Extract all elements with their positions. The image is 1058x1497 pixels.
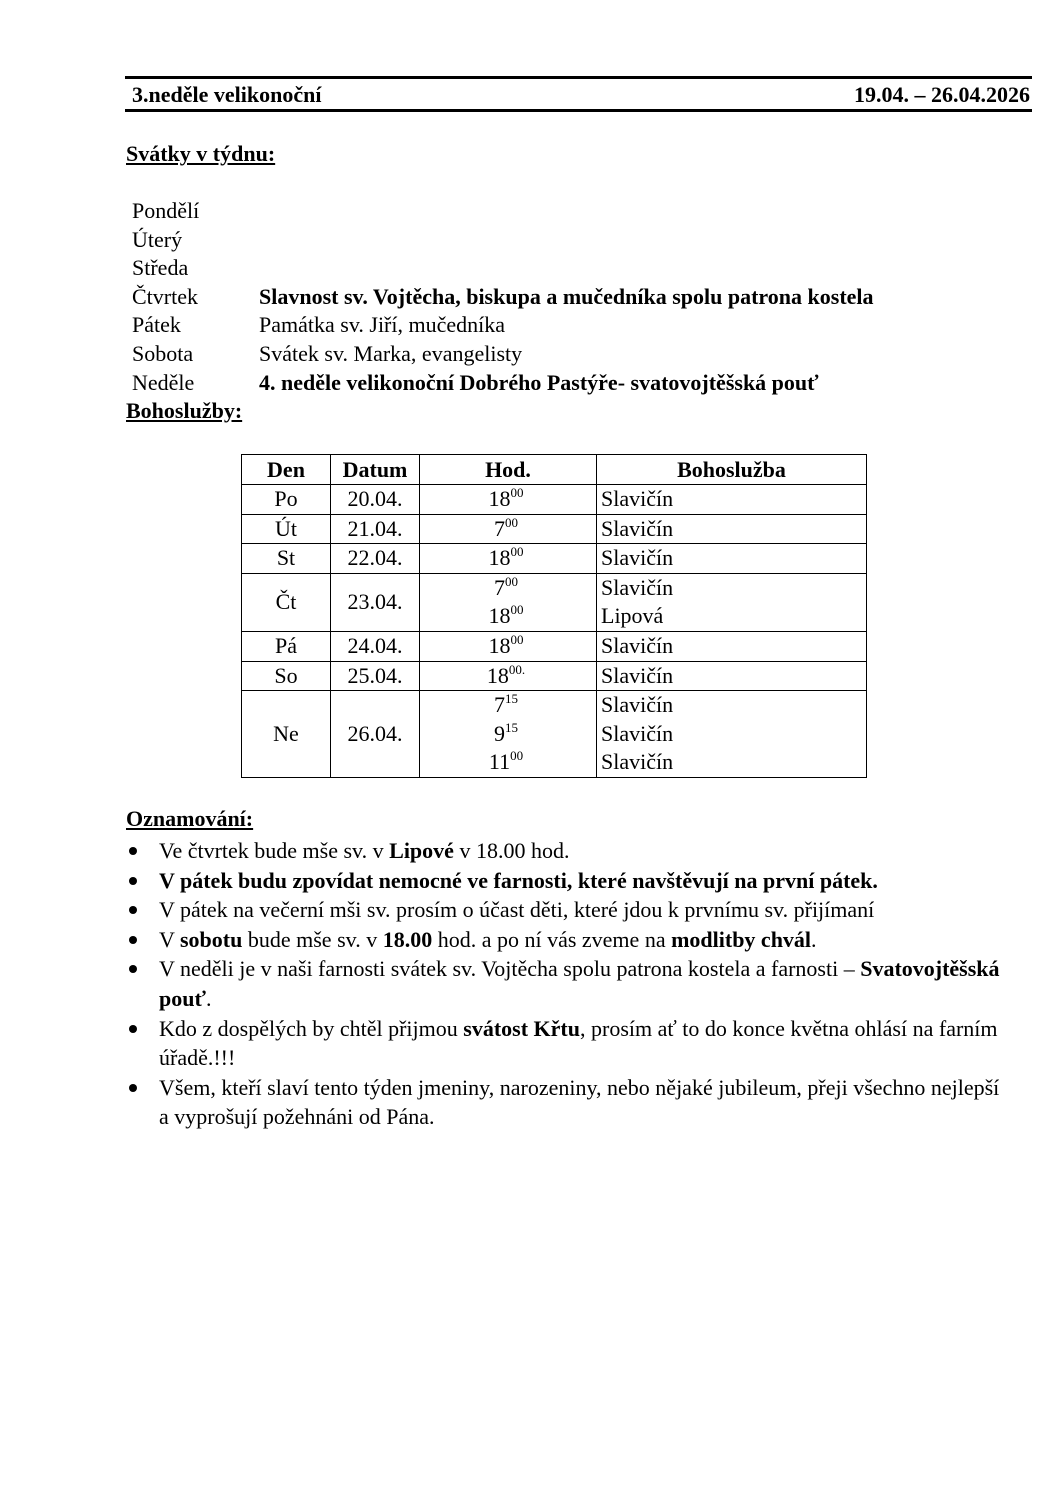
cell-time (420, 631, 597, 661)
time-minutes: 15 (505, 691, 518, 707)
table-row (242, 544, 867, 574)
time-hour: 18 (486, 662, 509, 688)
cell-date: 26.04. (331, 691, 420, 778)
cell-service (597, 573, 867, 631)
service-time (420, 691, 592, 720)
column-header-date: Datum (331, 455, 420, 485)
service-time (420, 602, 592, 631)
services-heading: Bohoslužby: (126, 398, 243, 423)
document-header (125, 76, 1032, 112)
bullet-icon (129, 847, 137, 855)
cell-time (420, 485, 597, 515)
week-title: 3.neděle velikonoční (132, 82, 322, 107)
announcement-text: V neděli je v naši farnosti svátek sv. Vojtěcha spolu patrona kostela a farnosti – (159, 956, 861, 982)
time-hour: 18 (488, 486, 511, 511)
time-minutes: 00 (510, 485, 524, 500)
time-minutes: 00 (510, 748, 524, 764)
announcement-item (126, 925, 1006, 955)
service-place: Slavičín (601, 574, 674, 600)
time-hour: 7 (494, 574, 505, 600)
time-hour: 7 (494, 515, 505, 541)
table-row (242, 514, 867, 544)
service-place: Slavičín (601, 749, 674, 775)
feast-day: Středa (132, 255, 189, 281)
table-row (242, 691, 867, 778)
announcement-text: v 18.00 hod. (453, 838, 570, 863)
announcement-text: V (159, 926, 180, 952)
bullet-icon (129, 965, 137, 973)
cell-date: 24.04. (331, 631, 420, 661)
time-hour: 7 (494, 692, 505, 718)
table-row (242, 573, 867, 631)
service-time (420, 662, 592, 691)
cell-time (420, 573, 597, 631)
time-minutes: 00 (510, 631, 524, 647)
table-row (242, 661, 867, 691)
announcement-text: V pátek na večerní mši sv. prosím o účast děti, které jdou k prvnímu sv. přijímaní (159, 897, 875, 923)
announcement-emphasis: sobotu (180, 926, 243, 952)
feasts-heading: Svátky v týdnu: (126, 141, 276, 166)
cell-service (597, 691, 867, 778)
cell-date: 25.04. (331, 661, 420, 691)
cell-day: Čt (242, 573, 331, 631)
service-time (420, 720, 592, 749)
announcement-emphasis: Lipové (389, 838, 454, 863)
cell-day: Po (242, 485, 331, 515)
announcement-text: Ve čtvrtek bude mše sv. v (159, 838, 390, 863)
announcement-emphasis: 18.00 (382, 926, 433, 952)
cell-day: Út (242, 514, 331, 544)
announcement-emphasis: Svatovojtěšská pouť (159, 956, 1000, 1011)
service-place: Slavičín (601, 632, 674, 658)
cell-service (597, 544, 867, 574)
feast-day: Neděle (132, 369, 195, 395)
cell-day: Pá (242, 631, 331, 661)
announcement-item (126, 1073, 1006, 1132)
feast-description: Svátek sv. Marka, evangelisty (259, 340, 523, 366)
announcement-emphasis: V pátek budu zpovídat nemocné ve farnosti, které navštěvují na první pátek. (159, 867, 878, 893)
bullet-icon (129, 877, 137, 885)
cell-date: 20.04. (331, 485, 420, 515)
feast-description: Slavnost sv. Vojtěcha, biskupa a mučedníka spolu patrona kostela (259, 283, 874, 309)
announcement-text: Všem, kteří slaví tento týden jmeniny, narozeniny, nebo nějaké jubileum, přeji všechno nejlepší a vyprošují požehnáni od Pána. (159, 1074, 1000, 1130)
feast-row (132, 369, 874, 398)
announcement-item (126, 836, 1006, 866)
announcement-emphasis: modlitby chvál (671, 926, 812, 952)
time-minutes: 00 (505, 573, 518, 589)
time-hour: 18 (488, 632, 511, 658)
feast-row (132, 311, 874, 340)
time-hour: 18 (488, 545, 511, 571)
announcement-text: . (205, 985, 212, 1011)
cell-time (420, 691, 597, 778)
feast-day: Pátek (132, 312, 181, 338)
feast-day: Pondělí (132, 198, 200, 223)
cell-date: 22.04. (331, 544, 420, 574)
time-minutes: 00 (510, 544, 524, 560)
time-minutes: 00 (505, 514, 518, 530)
service-time (420, 485, 592, 514)
service-place: Slavičín (601, 720, 674, 746)
service-place: Lipová (601, 603, 664, 629)
cell-service (597, 631, 867, 661)
feast-row (132, 340, 874, 369)
service-time (420, 748, 592, 777)
cell-time (420, 661, 597, 691)
cell-date: 23.04. (331, 573, 420, 631)
service-place: Slavičín (601, 486, 674, 511)
time-minutes: 00. (508, 661, 526, 677)
feast-description: Památka sv. Jiří, mučedníka (259, 312, 506, 338)
bullet-icon (129, 1025, 137, 1033)
feast-day: Čtvrtek (132, 283, 198, 309)
announcement-text: bude mše sv. v (242, 926, 383, 952)
service-time (420, 574, 592, 603)
announcement-item (126, 954, 1006, 1013)
service-time (420, 544, 592, 573)
feast-day: Úterý (132, 226, 183, 252)
announcements-heading: Oznamování: (126, 806, 254, 831)
feast-row (132, 254, 874, 283)
cell-day: Ne (242, 691, 331, 778)
feast-row (132, 226, 874, 255)
time-hour: 11 (488, 749, 511, 775)
announcement-item (126, 895, 1006, 925)
feasts-list (132, 197, 874, 397)
feast-row (132, 197, 874, 226)
announcement-item (126, 866, 1006, 896)
announcement-item (126, 1014, 1006, 1073)
announcement-emphasis: svátost Křtu (463, 1015, 580, 1041)
service-place: Slavičín (601, 545, 674, 571)
column-header-service: Bohoslužba (597, 455, 867, 485)
table-header-row (242, 455, 867, 485)
feast-row (132, 283, 874, 312)
announcement-text: Kdo z dospělých by chtěl přijmou (159, 1015, 464, 1041)
service-place: Slavičín (601, 692, 674, 718)
time-hour: 9 (494, 720, 505, 746)
cell-time (420, 514, 597, 544)
time-hour: 18 (488, 603, 511, 629)
feast-day: Sobota (132, 340, 194, 366)
service-time (420, 632, 592, 661)
cell-service (597, 661, 867, 691)
bullet-icon (129, 1084, 137, 1092)
table-row (242, 485, 867, 515)
service-time (420, 515, 592, 544)
feast-description: 4. neděle velikonoční Dobrého Pastýře- svatovojtěšská pouť (259, 369, 819, 395)
cell-service (597, 514, 867, 544)
announcement-text: hod. a po ní vás zveme na (432, 926, 672, 952)
cell-service (597, 485, 867, 515)
service-place: Slavičín (601, 662, 674, 688)
table-row (242, 631, 867, 661)
announcement-text: . (811, 926, 817, 952)
column-header-day: Den (242, 455, 331, 485)
date-range: 19.04. – 26.04.2026 (854, 82, 1030, 107)
bullet-icon (129, 936, 137, 944)
services-table (241, 454, 867, 778)
time-minutes: 15 (505, 719, 518, 735)
announcements-list (126, 836, 1006, 1132)
column-header-time: Hod. (420, 455, 597, 485)
cell-day: St (242, 544, 331, 574)
cell-time (420, 544, 597, 574)
service-place: Slavičín (601, 515, 674, 541)
announcement-text: , prosím ať to do konce května ohlásí na farním úřadě.!!! (159, 1015, 998, 1071)
cell-date: 21.04. (331, 514, 420, 544)
bullet-icon (129, 906, 137, 914)
time-minutes: 00 (510, 602, 524, 618)
cell-day: So (242, 661, 331, 691)
